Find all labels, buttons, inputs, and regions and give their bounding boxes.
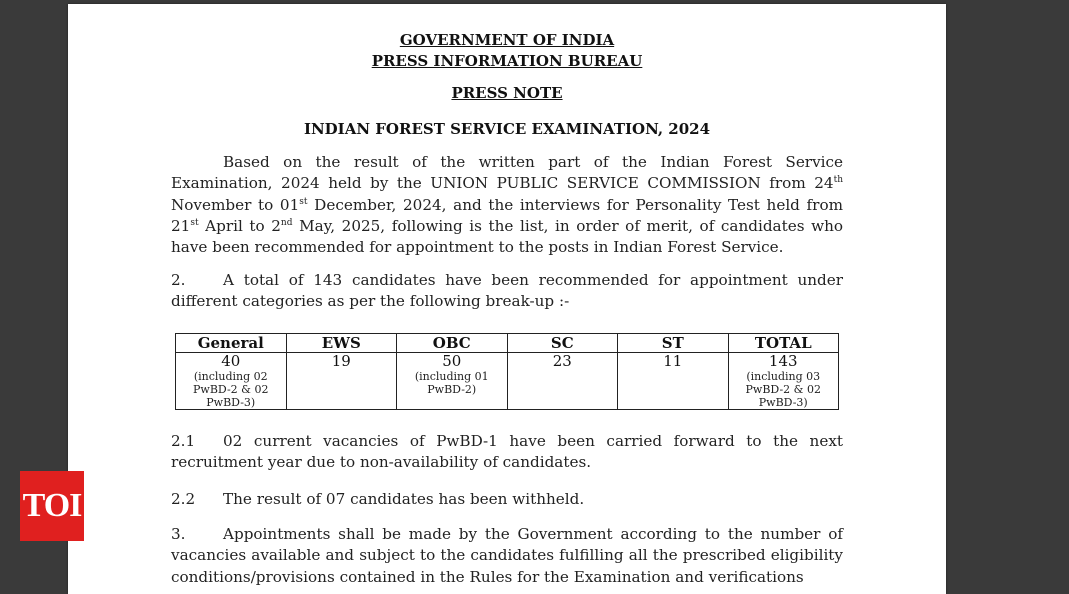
table-header-cell: ST [618,334,729,353]
exam-title: INDIAN FOREST SERVICE EXAMINATION, 2024 [303,120,711,138]
table-cell: 143 (including 03 PwBD-2 & 02 PwBD-3) [728,353,839,410]
table-header-cell: TOTAL [728,334,839,353]
document-page [68,4,946,594]
paragraph-number: 2. [171,271,186,289]
paragraph-number: 3. [171,525,186,543]
paragraph-number: 2.1 [171,432,196,450]
table-header-cell: General [176,334,287,353]
paragraph-2: 2. A total of 143 candidates have been recommended for appointment under different categories as per the following break-up :- [171,271,843,311]
toi-logo: TOI [20,471,84,541]
table-cell: 19 [286,353,397,410]
paragraph-2-2: 2.2 The result of 07 candidates has been withheld. [171,489,843,510]
paragraph-1: Based on the result of the written part of the Indian Forest Service Examination, 2024 held by the UNION PUBLIC SERVICE COMMISSION from 24th November to 01st December, 2024, and the interviews for Personality Test held from 21st April to 2nd May, 2025, following is the list, in order of merit, of candidates who have been recommended for appointment to the posts in Indian Forest Service. [171,153,844,257]
table-cell: 11 [618,353,729,410]
header-government: GOVERNMENT OF INDIA [399,31,615,49]
table-cell: 23 [507,353,618,410]
table-row [176,353,839,410]
paragraph-2-1: 2.1 02 current vacancies of PwBD-1 have been carried forward to the next recruitment year due to non-availability of candidates. [171,432,843,472]
paragraph-number: 2.2 [171,490,196,508]
press-note-title: PRESS NOTE [451,84,563,102]
table-cell: 40 (including 02 PwBD-2 & 02 PwBD-3) [176,353,287,410]
paragraph-3: 3. Appointments shall be made by the Government according to the number of vacancies available and subject to the candidates fulfilling all the prescribed eligibility conditions/provisions contained in the Rules for the Examination and verifications [171,525,843,586]
table-header-cell: EWS [286,334,397,353]
table-header-row [176,334,839,353]
table-header-cell: OBC [397,334,508,353]
header-pib: PRESS INFORMATION BUREAU [371,52,643,70]
table-header-cell: SC [507,334,618,353]
category-breakup-table [175,333,839,410]
table-cell: 50 (including 01 PwBD-2) [397,353,508,410]
